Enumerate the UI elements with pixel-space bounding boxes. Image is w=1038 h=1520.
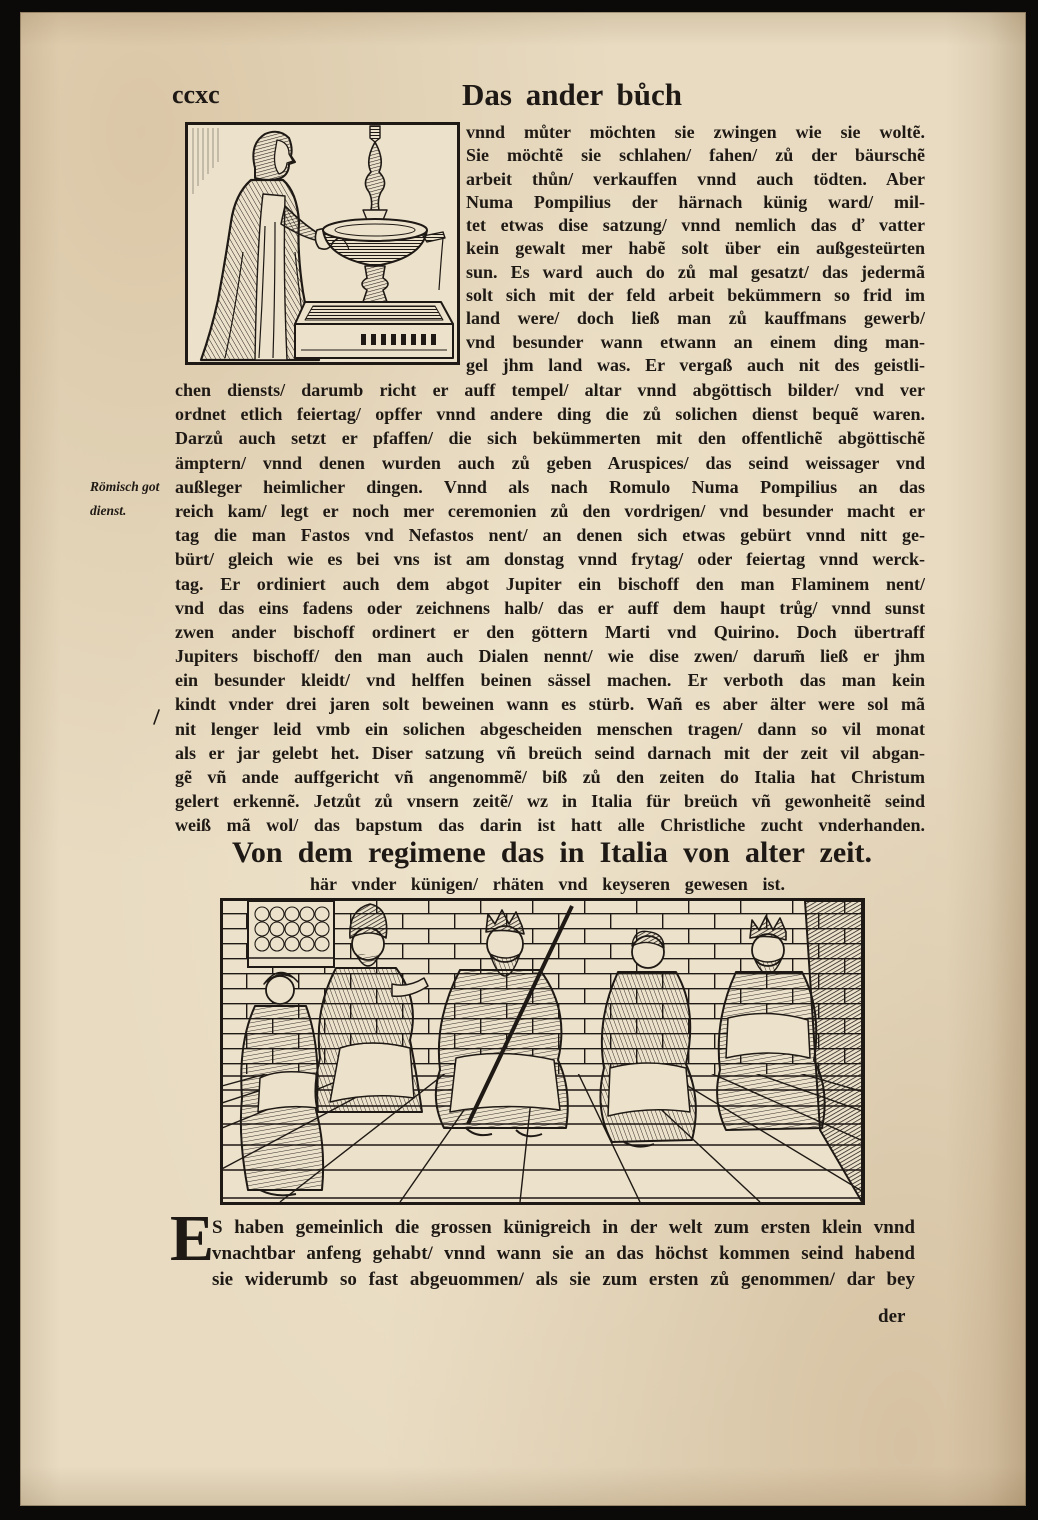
text-line: vnachtbar anfeng gehabt/ vnnd wann sie an das höchst kommen seind habend xyxy=(212,1243,915,1264)
woodcut-window xyxy=(248,901,334,967)
text-line: gel jhm land was. Er vergaß auch nit des geistli- xyxy=(466,354,925,375)
text-line: weiß mã wol/ das bapstum das darin ist hatt alle Christliche zucht vnderhanden. xyxy=(175,815,925,836)
text-line: Jupiters bischoff/ den man auch Dialen nennt/ wie dise zwen/ darum̃ ließ er jhm xyxy=(175,646,925,667)
text-line: Numa Pompilius der härnach künig ward/ mil- xyxy=(466,191,925,212)
running-title: Das ander bůch xyxy=(462,77,682,112)
text-line: ämptern/ vnnd denen wurden auch zů geben Aruspices/ das seind weissager vnd xyxy=(175,452,925,473)
section-heading: Von dem regimene das in Italia von alter zeit. xyxy=(232,836,872,869)
text-line: kein gewalt mer habẽ solt über ein außgesteürten xyxy=(466,238,925,259)
woodcut-court-scene-illustration xyxy=(220,898,865,1205)
text-line: zwen ander bischoff ordinert er den göttern Marti vnd Quirino. Doch übertraff xyxy=(175,621,925,642)
text-line: reich kam/ legt er noch mer ceremonien zů den vordrigen/ vnd besunder macht er xyxy=(175,500,925,521)
text-line: solt sich mit der feld arbeit bekümmern so frid im xyxy=(466,285,925,306)
text-line: nit lenger leid vmb ein solichen abgescheiden menschen tragen/ dann so vil monat xyxy=(175,718,925,739)
pen-mark xyxy=(150,708,162,726)
text-line: ordnet etlich feiertag/ opffer vnnd andere ding die zů solichen dienst bequẽ waren. xyxy=(175,404,925,425)
text-line: vnd besunder wann etwann an einem ding man- xyxy=(466,331,925,352)
text-line: Darzů auch setzt er pfaffen/ die sich bekümmerten mit den offentlichẽ abgöttischẽ xyxy=(175,428,925,449)
text-line: arbeit thůn/ verkauffen vnnd auch tödten. Aber xyxy=(466,168,925,189)
text-line: gẽ vñ ande auffgericht vñ angenommẽ/ biß zů den zeiten do Italia hat Christum xyxy=(175,767,925,787)
text-line: land were/ doch ließ man zů kauffmans gewerb/ xyxy=(466,308,925,329)
margin-note-line: dienst. xyxy=(90,503,127,519)
catchword: der xyxy=(878,1306,906,1327)
drop-cap: E xyxy=(170,1202,215,1275)
text-line: ein besunder kleidt/ vnd helffen beinen sässel machen. Er verboth das man kein xyxy=(175,670,925,691)
text-line: chen diensts/ darumb richt er auff tempel/ altar vnnd abgöttisch bilder/ vnd ver xyxy=(175,380,925,400)
woodcut-fountain-illustration xyxy=(185,122,460,365)
text-line: tag die man Fastos vnd Nefastos nent/ an denen sich etwas gebürt vnnd nitt ge- xyxy=(175,525,925,546)
text-line: tag. Er ordiniert auch dem abgot Jupiter ein bischoff den man Flaminem nent/ xyxy=(175,573,925,594)
margin-note xyxy=(90,475,172,523)
folio-number: ccxc xyxy=(172,80,220,109)
text-line: außleger heimlicher dingen. Vnnd als nach Romulo Numa Pompilius an das xyxy=(175,476,925,497)
text-line: tet etwas dise satzung/ vnnd nemlich das ď vatter xyxy=(466,215,925,236)
text-block-beside-woodcut xyxy=(466,121,925,377)
text-line: kindt vnder drei jaren solt beweinen wann es stürb. Wañ es aber älter were sol mã xyxy=(175,694,925,715)
text-line: als er jar gelebt het. Diser satzung vñ breüch seind darnach mit der zeit vil abgan- xyxy=(175,742,925,763)
section-subheading: här vnder künigen/ rhäten vnd keyseren gewesen ist. xyxy=(310,874,785,894)
text-line: gelert erkennẽ. Jetzůt zů vnsern zeitẽ/ wz in Italia für breüch vñ gewonheitẽ seind xyxy=(175,791,925,812)
text-line: vnd das eins fadens oder zeichnens halb/ das er auff dem haupt trůg/ vnnd sunst xyxy=(175,597,925,618)
text-block-full-width xyxy=(175,378,925,838)
margin-note-line: Römisch got xyxy=(90,479,160,494)
text-line: sie widerumb so fast abgeuommen/ als sie zum ersten zů genommen/ dar bey xyxy=(212,1269,915,1290)
text-line: S haben gemeinlich die grossen künigreich in der welt zum ersten klein vnnd xyxy=(212,1217,915,1238)
text-line: sun. Es ward auch do zů mal gesatzt/ das jedermã xyxy=(466,261,925,282)
text-line: Sie möchtẽ sie schlahen/ fahen/ zů der bäurschẽ xyxy=(466,145,925,166)
text-line: bürt/ gleich wie es bei vns ist am donstag vnnd frytag/ oder feiertag vnnd werck- xyxy=(175,549,925,570)
text-block-closing xyxy=(212,1215,915,1293)
text-line: vnnd můter möchten sie zwingen wie sie woltẽ. xyxy=(466,122,925,142)
